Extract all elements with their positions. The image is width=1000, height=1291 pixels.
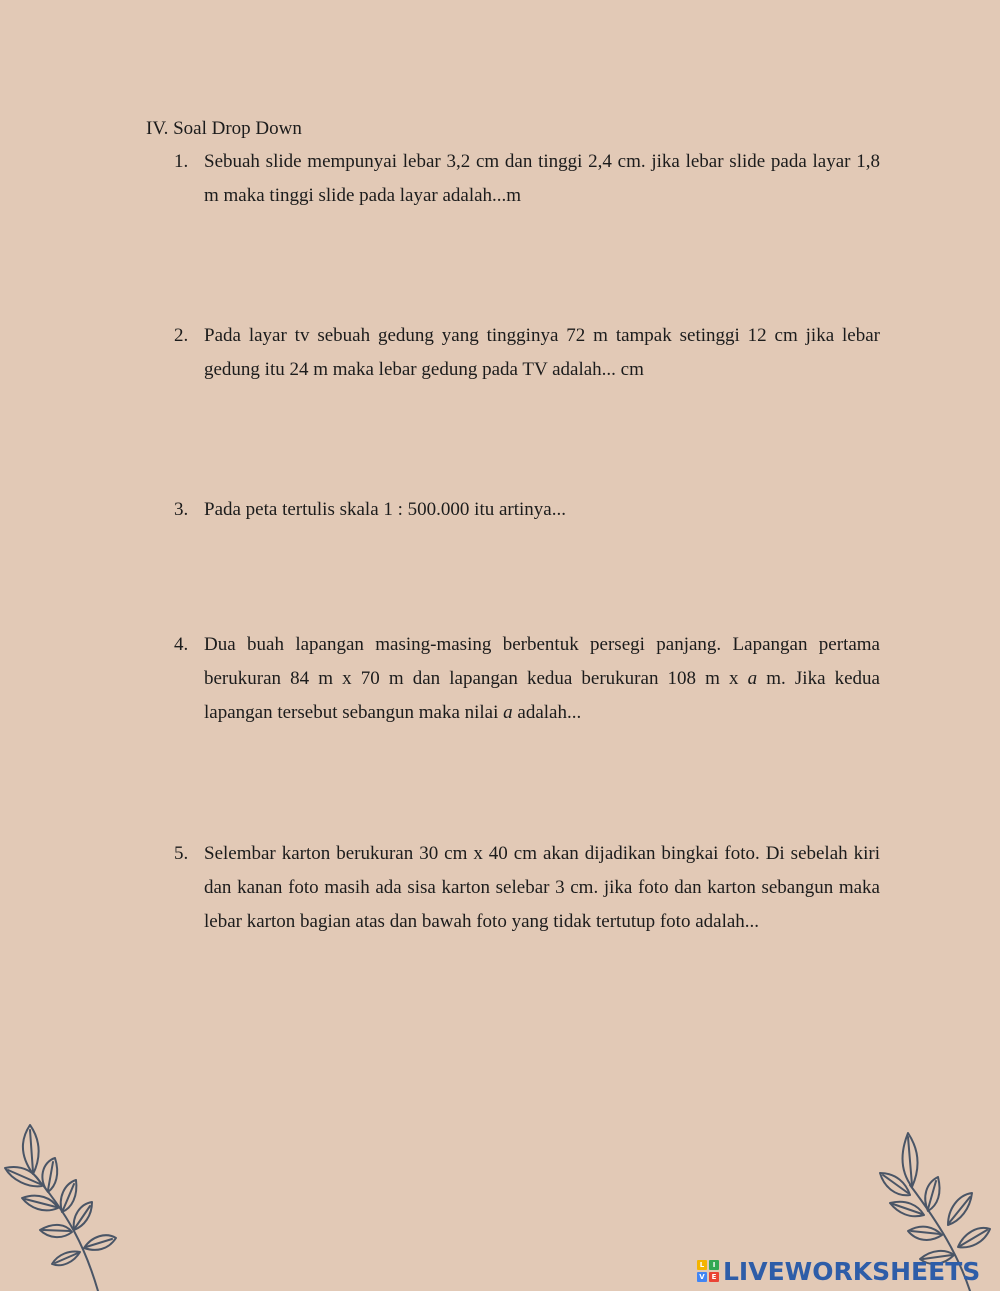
- logo-cell: V: [697, 1272, 707, 1282]
- question-1: [174, 145, 880, 213]
- logo-cell: L: [697, 1260, 707, 1270]
- question-number: 5.: [174, 843, 189, 864]
- question-3: [174, 493, 880, 527]
- question-text: Pada peta tertulis skala 1 : 500.000 itu artinya...: [204, 499, 566, 520]
- question-4: [174, 628, 880, 730]
- leaf-branch-icon: [0, 1120, 130, 1291]
- logo-mark: [697, 1260, 719, 1282]
- question-text-part: Dua buah lapangan masing-masing berbentuk persegi panjang. Lapangan pertama berukuran 84 m x 70 m dan lapangan kedua berukuran 108 m x: [204, 634, 880, 689]
- question-number: 2.: [174, 325, 189, 346]
- question-text: Pada layar tv sebuah gedung yang tingginya 72 m tampak setinggi 12 cm jika lebar gedung itu 24 m maka lebar gedung pada TV adalah... cm: [204, 325, 880, 380]
- question-number: 1.: [174, 151, 189, 172]
- logo-cell: E: [709, 1272, 719, 1282]
- question-text: [204, 628, 880, 730]
- question-text-part: m. Jika kedua lapangan tersebut sebangun maka nilai: [204, 668, 880, 723]
- question-text-part: adalah...: [512, 702, 582, 723]
- logo-text: LIVEWORKSHEETS: [723, 1256, 981, 1286]
- question-text: Selembar karton berukuran 30 cm x 40 cm akan dijadikan bingkai foto. Di sebelah kiri dan kanan foto masih ada sisa karton selebar 3 cm. jika foto dan karton sebangun maka lebar karton bagian atas dan bawah foto yang tidak tertutup foto adalah...: [204, 843, 880, 932]
- question-number: 4.: [174, 634, 189, 655]
- section-title: IV. Soal Drop Down: [146, 118, 302, 139]
- question-number: 3.: [174, 499, 189, 520]
- question-2: [174, 319, 880, 387]
- question-5: [174, 837, 880, 939]
- logo-cell: I: [709, 1260, 719, 1270]
- question-text: Sebuah slide mempunyai lebar 3,2 cm dan tinggi 2,4 cm. jika lebar slide pada layar 1,8 m maka tinggi slide pada layar adalah...m: [204, 151, 880, 206]
- variable-a: a: [503, 702, 513, 723]
- liveworksheets-logo: [697, 1255, 980, 1287]
- variable-a: a: [747, 668, 758, 689]
